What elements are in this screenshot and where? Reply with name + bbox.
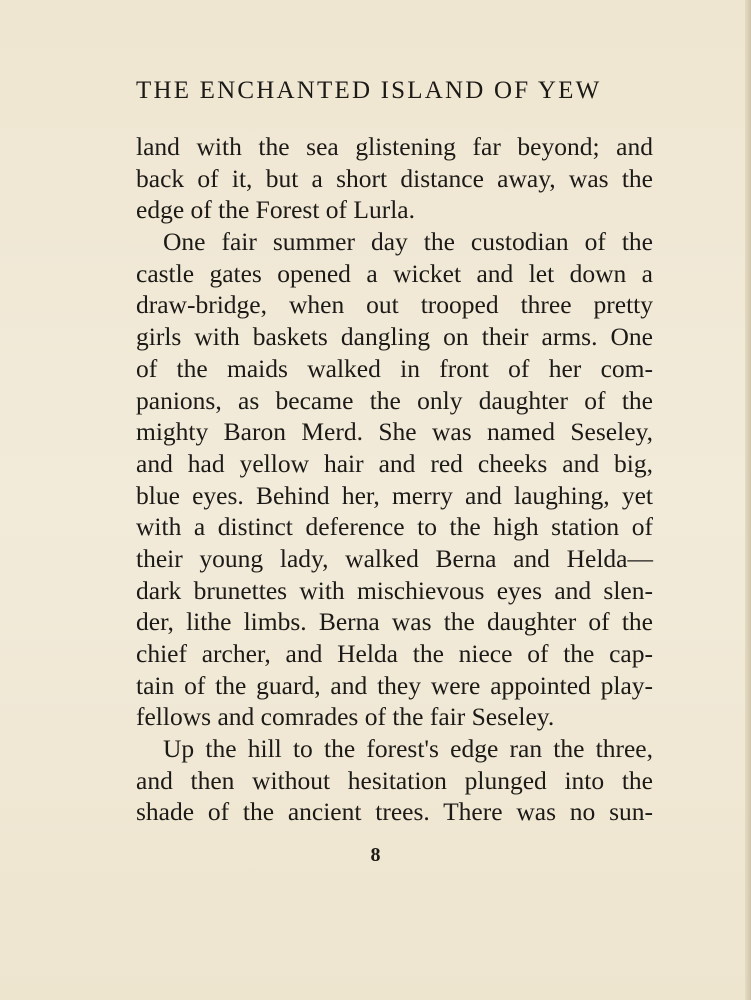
text-line: of the maids walked in front of her com- — [136, 353, 653, 383]
text-line: back of it, but a short distance away, was the — [136, 163, 653, 193]
text-line: castle gates opened a wicket and let down a — [136, 258, 653, 288]
text-line: with a distinct deference to the high station of — [136, 512, 653, 542]
text-line: der, lithe limbs. Berna was the daughter of the — [136, 607, 653, 637]
text-line: and then without hesitation plunged into the — [136, 765, 653, 795]
text-line: Up the hill to the forest's edge ran the three, — [163, 734, 653, 764]
text-line: draw-bridge, when out trooped three pretty — [136, 290, 653, 320]
text-line: and had yellow hair and red cheeks and big, — [136, 448, 653, 478]
text-line: tain of the guard, and they were appointed play- — [136, 670, 653, 700]
text-line: fellows and comrades of the fair Seseley. — [136, 702, 555, 732]
running-head: THE ENCHANTED ISLAND OF YEW — [136, 77, 602, 104]
text-line: shade of the ancient trees. There was no sun- — [136, 797, 653, 827]
text-line: girls with baskets dangling on their arms. One — [136, 322, 653, 352]
text-line: dark brunettes with mischievous eyes and slen- — [136, 575, 653, 605]
text-line: their young lady, walked Berna and Helda— — [136, 543, 653, 573]
text-line: blue eyes. Behind her, merry and laughing, yet — [136, 480, 653, 510]
text-line: edge of the Forest of Lurla. — [136, 195, 415, 225]
text-line: chief archer, and Helda the niece of the cap- — [136, 639, 653, 668]
text-line: land with the sea glistening far beyond; and — [136, 132, 653, 161]
page-number: 8 — [370, 844, 381, 866]
text-line: panions, as became the only daughter of the — [136, 385, 653, 415]
text-line: mighty Baron Merd. She was named Seseley, — [136, 417, 653, 447]
text-line: One fair summer day the custodian of the — [163, 227, 653, 257]
body-text — [136, 131, 653, 828]
